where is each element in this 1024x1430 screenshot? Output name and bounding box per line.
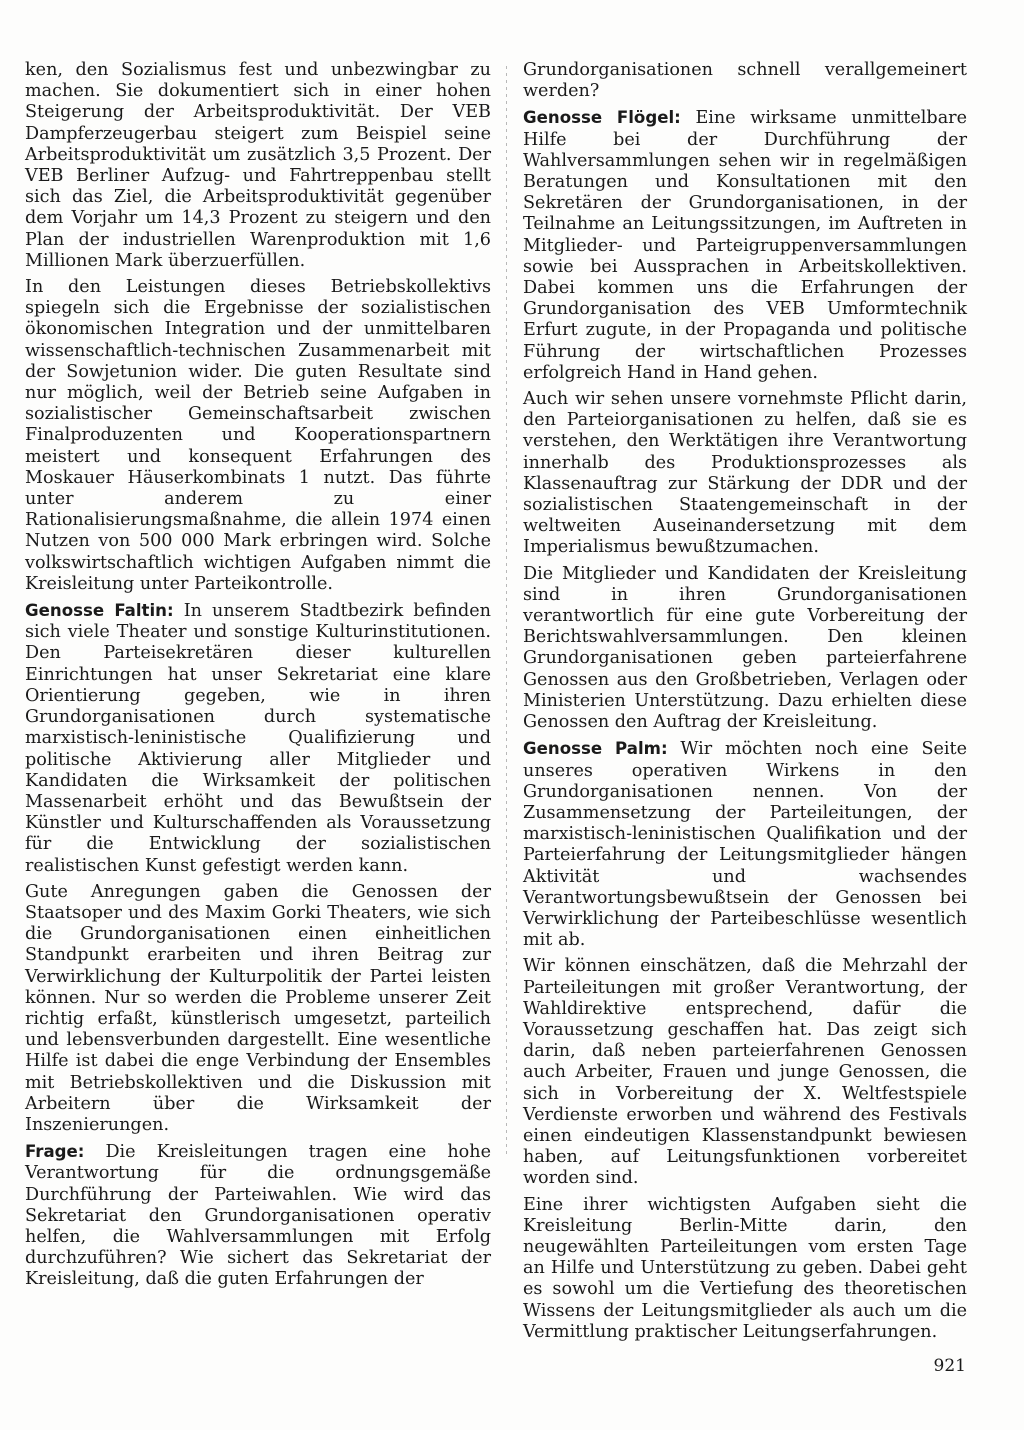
paragraph: ken, den Sozialismus fest und unbezwingbar zu machen. Sie dokumentiert sich in einer hohen Steigerung der Arbeitsproduktivität. Der VEB Dampferzeugerbau steigert zum Beispiel seine Arbeitsproduktivität um zusätzlich 3,5 Prozent. Der VEB Berliner Aufzug- und Fahrtreppenbau stellt sich das Ziel, die Arbeitsproduktivität gegenüber dem Vorjahr um 14,3 Prozent zu steigern und den Plan der industriellen Warenproduktion mit 1,6 Millionen Mark überzuerfüllen. <box>25 60 491 271</box>
speaker-label: Genosse Palm: <box>523 739 668 759</box>
paragraph: Wir können einschätzen, daß die Mehrzahl der Parteileitungen mit großer Verantwortung, der Wahldirektive entsprechend, dafür die Voraussetzung geschaffen hat. Das zeigt sich darin, daß neben parteierfahrenen Genossen auch Arbeiter, Frauen und junge Genossen, die sich in Vorbereitung der X. Weltfestspiele Verdienste erworben und während des Festivals einen eindeutigen Klassenstandpunkt bewiesen haben, auf Leitungsfunktionen vorbereitet worden sind. <box>523 956 967 1189</box>
paragraph <box>25 600 491 877</box>
paragraph <box>523 107 967 384</box>
speaker-label: Frage: <box>25 1142 85 1162</box>
paragraph: Gute Anregungen gaben die Genossen der Staatsoper und des Maxim Gorki Theaters, wie sich die Grundorganisationen einen einheitlichen Standpunkt erarbeiten und ihren Beitrag zur Verwirklichung der Kulturpolitik der Partei leisten können. Nur so werden die Probleme unserer Zeit richtig erfaßt, künstlerisch umgesetzt, parteilich und lebensverbunden dargestellt. Eine wesentliche Hilfe ist dabei die enge Verbindung der Ensembles mit Betriebskollektiven und die Diskussion mit Arbeitern über die Wirksamkeit der Inszenierungen. <box>25 881 491 1135</box>
paragraph: Grundorganisationen schnell verallgemeinert werden? <box>523 60 967 102</box>
left-column <box>25 60 491 1296</box>
column-divider <box>506 66 507 1156</box>
paragraph-text: Eine wirksame unmittelbare Hilfe bei der Durchführung der Wahlversammlungen sehen wir in regelmäßigen Beratungen und Konsultationen mit den Sekretären der Grundorganisationen, in der Teilnahme an Leitungssitzungen, im Auftreten in Mitglieder- und Parteigruppenversammlungen sowie bei Aussprachen in Arbeitskollektiven. Dabei kommen uns die Erfahrungen der Grundorganisation des VEB Umformtechnik Erfurt zugute, in der Propaganda und politische Führung der wirtschaftlichen Prozesses erfolgreich Hand in Hand gehen. <box>523 108 968 383</box>
paragraph-text: Wir möchten noch eine Seite unseres operativen Wirkens in den Grundorganisationen nennen. Von der Zusammensetzung der Parteileitungen, der marxistisch-leninistischen Qualifikation und der Parteierfahrung der Leitungsmitglieder hängen Aktivität und wachsendes Verantwortungsbewußtsein der Genossen bei Verwirklichung der Parteibeschlüsse wesentlich mit ab. <box>523 739 968 951</box>
paragraph-text: Die Kreisleitungen tragen eine hohe Verantwortung für die ordnungsgemäße Durchführung der Parteiwahlen. Wie wird das Sekretariat den Grundorganisationen operativ helfen, die Wahlversammlungen mit Erfolg durchzuführen? Wie sichert das Sekretariat der Kreisleitung, daß die guten Erfahrungen der <box>25 1142 492 1290</box>
paragraph <box>523 738 967 951</box>
paragraph: Eine ihrer wichtigsten Aufgaben sieht die Kreisleitung Berlin-Mitte darin, den neugewählten Parteileitungen vom ersten Tage an Hilfe und Unterstützung zu geben. Dabei geht es sowohl um die Vertiefung des theoretischen Wissens der Leitungsmitglieder als auch um die Vermittlung praktischer Leitungserfahrungen. <box>523 1194 967 1342</box>
right-column <box>523 60 967 1348</box>
paragraph: In den Leistungen dieses Betriebskollektivs spiegeln sich die Ergebnisse der sozialistischen ökonomischen Integration und der unmittelbaren wissenschaftlich-technischen Zusammenarbeit mit der Sowjetunion wider. Die guten Resultate sind nur möglich, weil der Betrieb seine Aufgaben in sozialistischer Gemeinschaftsarbeit zwischen Finalproduzenten und Kooperationspartnern meistert und konsequent Erfahrungen des Moskauer Häuserkombinats 1 nutzt. Das führte unter anderem zu einer Rationalisierungsmaßnahme, die allein 1974 einen Nutzen von 500 000 Mark erbringen wird. Solche volkswirtschaftlich wichtigen Aufgaben nimmt die Kreisleitung unter Parteikontrolle. <box>25 277 491 594</box>
speaker-label: Genosse Flögel: <box>523 108 681 128</box>
paragraph: Die Mitglieder und Kandidaten der Kreisleitung sind in ihren Grundorganisationen verantwortlich für eine gute Vorbereitung der Berichtswahlversammlungen. Den kleinen Grundorganisationen geben parteierfahrene Genossen aus den Großbetrieben, Verlagen oder Ministerien Unterstützung. Dazu erhielten diese Genossen den Auftrag der Kreisleitung. <box>523 563 967 733</box>
paragraph <box>25 1141 491 1290</box>
speaker-label: Genosse Faltin: <box>25 601 174 621</box>
paragraph: Auch wir sehen unsere vornehmste Pflicht darin, den Parteiorganisationen zu helfen, daß sie es verstehen, den Werktätigen ihre Verantwortung innerhalb des Produktionsprozesses als Klassenauftrag zur Stärkung der DDR und der sozialistischen Staatengemeinschaft in der weltweiten Auseinandersetzung mit dem Imperialismus bewußtzumachen. <box>523 389 967 558</box>
paragraph-text: In unserem Stadtbezirk befinden sich viele Theater und sonstige Kulturinstitutionen. Den Parteisekretären dieser kulturellen Einrichtungen hat unser Sekretariat eine klare Orientierung gegeben, wie in ihren Grundorganisationen durch systematische marxistisch-leninistische Qualifizierung und politische Aktivierung aller Mitglieder und Kandidaten die Wirksamkeit der politischen Massenarbeit erhöht und das Bewußtsein der Künstler und Kulturschaffenden als Voraussetzung für die Entwicklung der sozialistischen realistischen Kunst gefestigt werden kann. <box>25 601 492 876</box>
page-number: 921 <box>933 1356 966 1376</box>
